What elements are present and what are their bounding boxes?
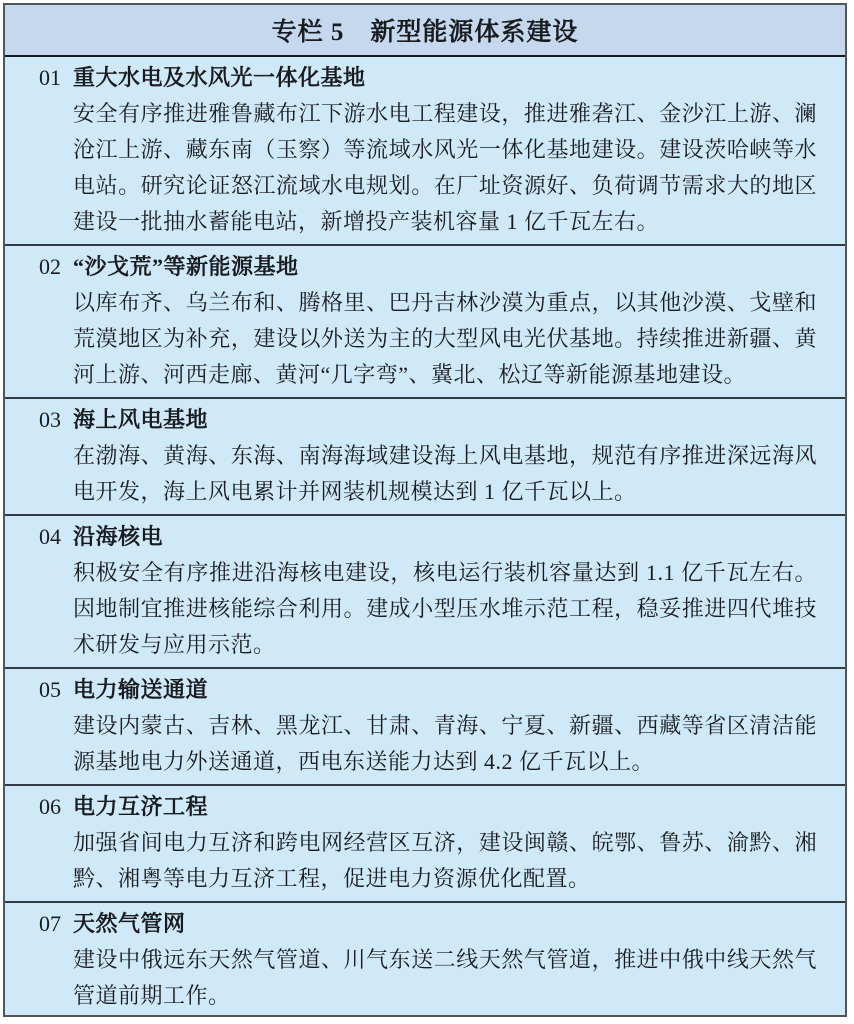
section-heading-row	[39, 60, 817, 96]
section-heading: 沿海核电	[73, 524, 164, 549]
section-heading-row	[39, 789, 817, 825]
section-body-text: 在渤海、黄海、东海、南海海域建设海上风电基地，规范有序推进深远海风电开发，海上风电累计并网装机规模达到 1 亿千瓦以上。	[73, 443, 817, 504]
section-heading-row	[39, 249, 817, 285]
section-heading-row	[39, 402, 817, 438]
section-02-desert-new-energy	[5, 246, 845, 399]
section-number: 05	[39, 677, 61, 702]
section-number: 06	[39, 794, 61, 819]
column-panel	[3, 3, 847, 1017]
section-heading: 电力互济工程	[73, 794, 209, 819]
section-body-text: 建设内蒙古、吉林、黑龙江、甘肃、青海、宁夏、新疆、西藏等省区清洁能源基地电力外送通道，西电东送能力达到 4.2 亿千瓦以上。	[73, 713, 817, 774]
section-heading-row	[39, 672, 817, 708]
section-body-text: 建设中俄远东天然气管道、川气东送二线天然气管道，推进中俄中线天然气管道前期工作。	[73, 947, 817, 1008]
section-heading: 电力输送通道	[73, 677, 209, 702]
section-body-text: 积极安全有序推进沿海核电建设，核电运行装机容量达到 1.1 亿千瓦左右。因地制宜推进核能综合利用。建成小型压水堆示范工程，稳妥推进四代堆技术研发与应用示范。	[73, 560, 817, 657]
section-01-major-hydropower	[5, 57, 845, 246]
section-03-offshore-wind	[5, 399, 845, 516]
section-number: 04	[39, 524, 61, 549]
sections-container	[5, 57, 845, 1015]
section-number: 02	[39, 254, 61, 279]
section-body-text: 以库布齐、乌兰布和、腾格里、巴丹吉林沙漠为重点，以其他沙漠、戈壁和荒漠地区为补充，建设以外送为主的大型风电光伏基地。持续推进新疆、黄河上游、河西走廊、黄河“几字弯”、冀北、松辽等新能源基地建设。	[73, 290, 817, 387]
section-07-gas-pipeline	[5, 903, 845, 1015]
section-number: 07	[39, 911, 61, 936]
section-heading: 重大水电及水风光一体化基地	[73, 65, 366, 90]
section-heading: 海上风电基地	[73, 407, 209, 432]
section-heading-row	[39, 519, 817, 555]
section-04-coastal-nuclear	[5, 516, 845, 669]
section-heading-row	[39, 906, 817, 942]
panel-header	[5, 5, 845, 57]
section-number: 03	[39, 407, 61, 432]
section-heading: 天然气管网	[73, 911, 186, 936]
section-body-text: 安全有序推进雅鲁藏布江下游水电工程建设，推进雅砻江、金沙江上游、澜沧江上游、藏东南（玉察）等流域水风光一体化基地建设。建设茨哈峡等水电站。研究论证怒江流域水电规划。在厂址资源好、负荷调节需求大的地区建设一批抽水蓄能电站，新增投产装机容量 1 亿千瓦左右。	[73, 101, 817, 234]
section-05-power-transmission	[5, 669, 845, 786]
section-body-text: 加强省间电力互济和跨电网经营区互济，建设闽赣、皖鄂、鲁苏、渝黔、湘黔、湘粤等电力互济工程，促进电力资源优化配置。	[73, 830, 817, 891]
section-06-grid-mutual-aid	[5, 786, 845, 903]
section-number: 01	[39, 65, 61, 90]
section-heading: “沙戈荒”等新能源基地	[73, 254, 299, 279]
panel-title: 专栏 5 新型能源体系建设	[271, 19, 579, 46]
